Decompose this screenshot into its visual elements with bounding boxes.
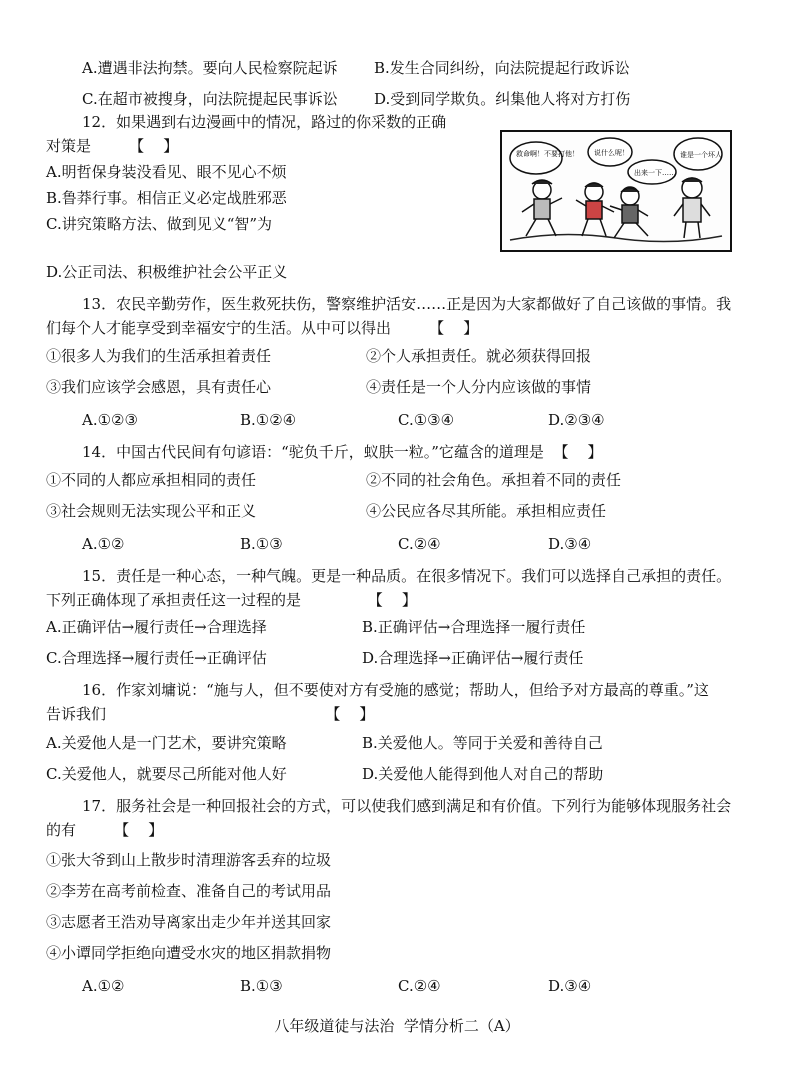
q12-stem-1: 12．如果遇到右边漫画中的情况，路过的你采数的正确	[82, 113, 447, 131]
q14-item-1: ①不同的人都应承担相同的责任	[46, 471, 257, 489]
q14-stem: 14．中国古代民间有句谚语：“驼负千斤，蚁肤一粒。”它蕴含的道理是 【 】	[82, 443, 603, 461]
q17-item-2: ②李芳在高考前检查、准备自己的考试用品	[46, 882, 332, 900]
q12-option-a: A.明哲保身装没看见、眼不见心不烦	[46, 163, 287, 181]
q13-stem-1: 13．农民辛勤劳作，医生救死扶伤，警察维护活安……正是因为大家都做好了自己该做的事情。我	[82, 295, 732, 313]
q12-cartoon	[500, 130, 732, 252]
q14-item-2: ②不同的社会角色。承担着不同的责任	[366, 471, 622, 489]
q15-stem-1: 15．责任是一种心态，一种气魄。更是一种品质。在很多情况下。我们可以选择自己承担的责任。	[82, 567, 732, 585]
bubble-text-3: 出来一下……	[634, 169, 676, 177]
q15-option-d: D.合理选择→正确评估→履行责任	[362, 649, 584, 667]
bubble-text-2: 说什么呢！	[594, 149, 629, 157]
cartoon-illustration	[502, 132, 730, 250]
q14-option-b: B.①③	[240, 535, 283, 553]
q11-option-a: A.遭遇非法拘禁。要向人民检察院起诉	[82, 59, 338, 77]
q16-stem-2: 告诉我们 【 】	[46, 705, 375, 723]
q13-option-d: D.②③④	[548, 411, 605, 429]
q16-option-a: A.关爱他人是一门艺术，要讲究策略	[46, 734, 287, 752]
q15-option-a: A.正确评估→履行责任→合理选择	[46, 618, 267, 636]
q13-item-4: ④责任是一个人分内应该做的事情	[366, 378, 592, 396]
q17-option-b: B.①③	[240, 977, 283, 995]
q15-option-c: C.合理选择→履行责任→正确评估	[46, 649, 267, 667]
q15-option-b: B.正确评估→合理选择一履行责任	[362, 618, 586, 636]
q11-option-d: D.受到同学欺负。纠集他人将对方打伤	[374, 90, 631, 108]
q17-stem-1: 17．服务社会是一种回报社会的方式，可以使我们感到满足和有价值。下列行为能够体现服务社会	[82, 797, 732, 815]
page-footer: 八年级道徒与法治 学情分析二（A）	[274, 1017, 520, 1035]
q16-option-d: D.关爱他人能得到他人对自己的帮助	[362, 765, 604, 783]
bubble-text-4: 谁是一个坏人	[680, 151, 722, 159]
q17-option-a: A.①②	[82, 977, 125, 995]
q16-option-b: B.关爱他人。等同于关爱和善待自己	[362, 734, 603, 752]
q13-option-c: C.①③④	[398, 411, 455, 429]
q11-option-c: C.在超市被搜身，向法院提起民事诉讼	[82, 90, 338, 108]
q13-item-3: ③我们应该学会感恩，具有责任心	[46, 378, 272, 396]
q13-item-1: ①很多人为我们的生活承担着责任	[46, 347, 272, 365]
bubble-text-1: 救命啊！不要打他！	[516, 150, 579, 158]
q11-option-b: B.发生合同纠纷，向法院提起行政诉讼	[374, 59, 630, 77]
q17-option-c: C.②④	[398, 977, 441, 995]
q12-option-c: C.讲究策略方法、做到见义“智”为	[46, 215, 273, 233]
q17-stem-2: 的有 【 】	[46, 821, 164, 839]
q17-option-d: D.③④	[548, 977, 592, 995]
q13-option-b: B.①②④	[240, 411, 297, 429]
q17-item-4: ④小谭同学拒绝向遭受水灾的地区捐款捐物	[46, 944, 332, 962]
q15-stem-2: 下列正确体现了承担责任这一过程的是 【 】	[46, 591, 417, 609]
q12-option-d: D.公正司法、积极维护社会公平正义	[46, 263, 288, 281]
q12-stem-2: 对策是 【 】	[46, 137, 179, 155]
q14-option-d: D.③④	[548, 535, 592, 553]
q14-option-a: A.①②	[82, 535, 125, 553]
q14-option-c: C.②④	[398, 535, 441, 553]
q16-stem-1: 16．作家刘墉说：“施与人，但不要使对方有受施的感觉；帮助人，但给予对方最高的尊重。”这	[82, 681, 709, 699]
q13-stem-2: 们每个人才能享受到幸福安宁的生活。从中可以得出 【 】	[46, 319, 479, 337]
q13-option-a: A.①②③	[82, 411, 138, 429]
q17-item-1: ①张大爷到山上散步时清理游客丢弃的垃圾	[46, 851, 332, 869]
q17-item-3: ③志愿者王浩劝导离家出走少年并送其回家	[46, 913, 332, 931]
q16-option-c: C.关爱他人，就要尽己所能对他人好	[46, 765, 287, 783]
q12-option-b: B.鲁莽行事。相信正义必定战胜邪恶	[46, 189, 287, 207]
q13-item-2: ②个人承担责任。就必须获得回报	[366, 347, 592, 365]
q14-item-3: ③社会规则无法实现公平和正义	[46, 502, 257, 520]
q14-item-4: ④公民应各尽其所能。承担相应责任	[366, 502, 607, 520]
